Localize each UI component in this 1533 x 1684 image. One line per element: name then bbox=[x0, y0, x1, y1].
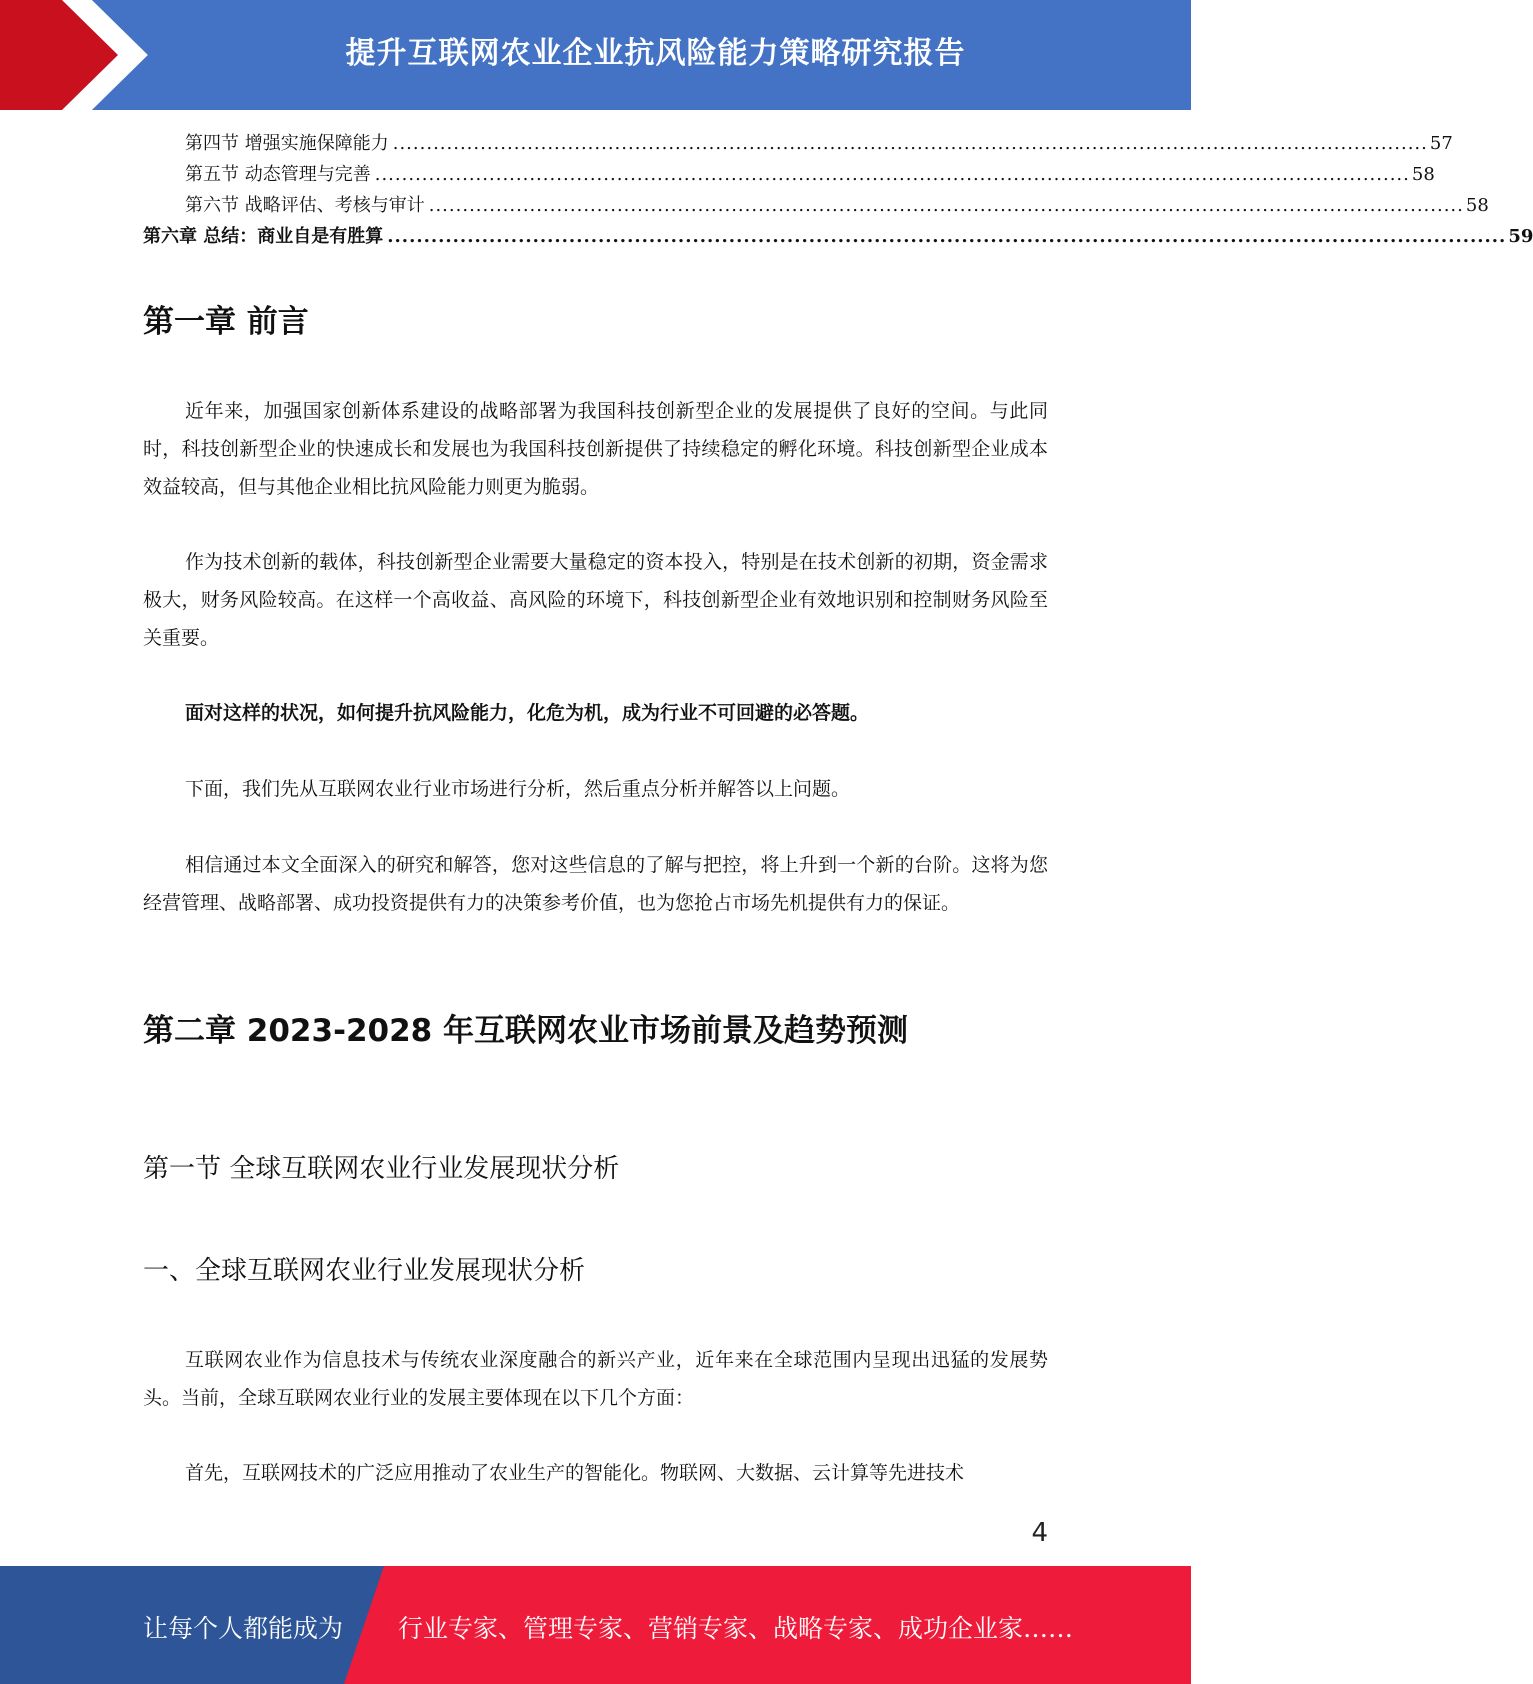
toc-leader-dots: .......................................................................................................................................................... bbox=[374, 164, 1410, 185]
paragraph: 相信通过本文全面深入的研究和解答，您对这些信息的了解与把控，将上升到一个新的台阶。这将为您经营管理、战略部署、成功投资提供有力的决策参考价值，也为您抢占市场先机提供有力的保证。 bbox=[143, 854, 1048, 914]
page-number: 4 bbox=[1031, 1518, 1048, 1548]
header-band bbox=[0, 0, 1191, 110]
paragraph-emphasis: 面对这样的状况，如何提升抗风险能力，化危为机，成为行业不可回避的必答题。 bbox=[185, 702, 870, 724]
toc-item[interactable] bbox=[143, 221, 1533, 252]
toc-item-text: 第四节 增强实施保障能力 bbox=[185, 133, 389, 154]
paragraph: 近年来，加强国家创新体系建设的战略部署为我国科技创新型企业的发展提供了良好的空间。与此同时，科技创新型企业的快速成长和发展也为我国科技创新提供了持续稳定的孵化环境。科技创新型企业成本效益较高，但与其他企业相比抗风险能力则更为脆弱。 bbox=[143, 400, 1048, 498]
toc-item-page: 57 bbox=[1429, 133, 1453, 154]
paragraph: 作为技术创新的载体，科技创新型企业需要大量稳定的资本投入，特别是在技术创新的初期，资金需求极大，财务风险较高。在这样一个高收益、高风险的环境下，科技创新型企业有效地识别和控制财务风险至关重要。 bbox=[143, 551, 1048, 649]
footer-slogan-right: 行业专家、管理专家、营销专家、战略专家、成功企业家…… bbox=[398, 1614, 1074, 1643]
toc-item-page: 58 bbox=[1465, 195, 1489, 216]
chapter-2-heading: 第二章 2023-2028 年互联网农业市场前景及趋势预测 bbox=[143, 1013, 909, 1049]
footer-slogan-left: 让每个人都能成为 bbox=[143, 1614, 344, 1643]
section-heading: 第一节 全球互联网农业行业发展现状分析 bbox=[143, 1154, 620, 1184]
toc-item[interactable] bbox=[143, 128, 1453, 159]
toc-item-text: 第六节 战略评估、考核与审计 bbox=[185, 195, 425, 216]
toc-item-text: 第五节 动态管理与完善 bbox=[185, 164, 371, 185]
toc-leader-dots: .......................................................................................................................................................... bbox=[428, 195, 1464, 216]
header-red-chevron bbox=[0, 0, 150, 110]
toc-leader-dots: .......................................................................................................................................................... bbox=[392, 133, 1428, 154]
toc-item-text: 第六章 总结：商业自是有胜算 bbox=[143, 226, 384, 247]
paragraph: 首先，互联网技术的广泛应用推动了农业生产的智能化。物联网、大数据、云计算等先进技术 bbox=[185, 1462, 965, 1484]
toc-item-page: 59 bbox=[1508, 226, 1533, 247]
report-title: 提升互联网农业企业抗风险能力策略研究报告 bbox=[345, 36, 966, 71]
toc-item[interactable] bbox=[143, 190, 1489, 221]
toc-item-page: 58 bbox=[1411, 164, 1435, 185]
table-of-contents bbox=[143, 128, 1533, 252]
paragraph: 下面，我们先从互联网农业行业市场进行分析，然后重点分析并解答以上问题。 bbox=[185, 778, 851, 800]
toc-leader-dots: .......................................................................................................................................................... bbox=[387, 226, 1507, 247]
footer-band bbox=[0, 1566, 1191, 1684]
toc-item[interactable] bbox=[143, 159, 1435, 190]
subsection-heading: 一、全球互联网农业行业发展现状分析 bbox=[143, 1256, 586, 1286]
chapter-1-heading: 第一章 前言 bbox=[143, 304, 309, 340]
paragraph: 互联网农业作为信息技术与传统农业深度融合的新兴产业，近年来在全球范围内呈现出迅猛的发展势头。当前，全球互联网农业行业的发展主要体现在以下几个方面： bbox=[143, 1349, 1048, 1409]
